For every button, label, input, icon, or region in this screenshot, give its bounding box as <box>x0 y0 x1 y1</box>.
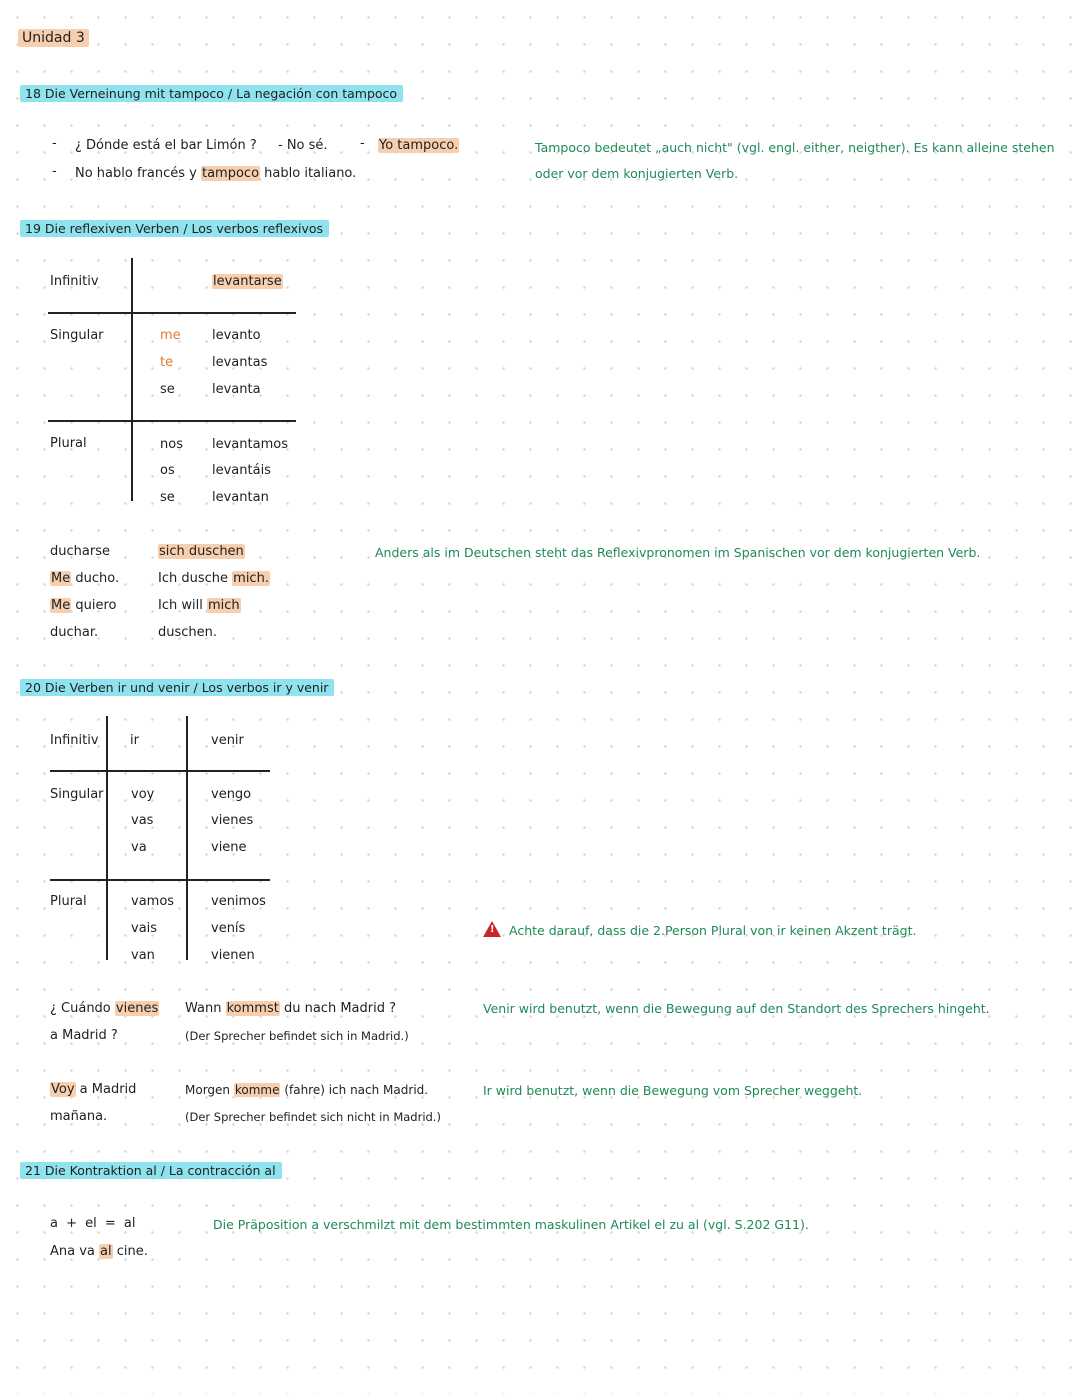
highlight-voy: Voy <box>51 1082 75 1097</box>
note-venir: Venir wird benutzt, wenn die Bewegung auf den Standort des Sprechers hingeht. <box>483 1001 990 1016</box>
row-label-infinitiv: Infinitiv <box>50 733 99 748</box>
section-19-title: 19 Die reflexiven Verben / Los verbos reflexivos <box>20 220 329 237</box>
example-text: a Madrid ? <box>50 1028 118 1043</box>
example-question: ¿ Dónde está el bar Limón ? <box>75 138 257 153</box>
text: ducho. <box>75 571 120 586</box>
highlight-komme: komme <box>234 1083 280 1097</box>
dash: - <box>52 136 57 151</box>
table-divider <box>106 716 108 960</box>
translation-remark: (Der Sprecher befindet sich nicht in Madrid.) <box>185 1110 441 1124</box>
highlight-me: Me <box>51 571 71 586</box>
section-21-title: 21 Die Kontraktion al / La contracción al <box>20 1162 282 1179</box>
row-label-infinitiv: Infinitiv <box>50 274 99 289</box>
text: quiero <box>75 598 117 613</box>
pronoun: os <box>160 463 175 478</box>
example-text: ducharse <box>50 544 110 559</box>
verb-form: levantas <box>212 355 268 370</box>
table-divider <box>48 420 296 422</box>
text: Morgen <box>185 1083 231 1097</box>
verb-form: levantamos <box>212 437 288 452</box>
pronoun: nos <box>160 437 183 452</box>
highlight-mich: mich. <box>233 571 269 586</box>
highlight-kommst: kommst <box>226 1001 279 1016</box>
note-tampoco-2: oder vor dem konjugierten Verb. <box>535 166 739 181</box>
example-text <box>50 1082 136 1097</box>
dash: - <box>52 164 57 179</box>
text: Ich will <box>158 598 203 613</box>
row-label-singular: Singular <box>50 787 104 802</box>
example-text: mañana. <box>50 1109 108 1124</box>
example-text <box>50 571 119 586</box>
row-label-plural: Plural <box>50 436 87 451</box>
row-label-singular: Singular <box>50 328 104 343</box>
venir-form: venimos <box>211 894 266 909</box>
table-divider <box>48 312 296 314</box>
note-tampoco-1: Tampoco bedeutet „auch nicht" (vgl. engl. either, neigther). Es kann alleine stehen <box>535 140 1055 155</box>
section-18-title: 18 Die Verneinung mit tampoco / La negación con tampoco <box>20 85 403 102</box>
text: a Madrid <box>79 1082 137 1097</box>
highlight-me: Me <box>51 598 71 613</box>
example-tampoco: Yo tampoco. <box>379 138 459 153</box>
text: cine. <box>116 1244 148 1259</box>
highlight-mich: mich <box>207 598 240 613</box>
verb-venir: venir <box>211 733 244 748</box>
ir-form: va <box>131 840 147 855</box>
table-divider <box>186 716 188 960</box>
example-answer: - No sé. <box>278 138 328 153</box>
venir-form: vengo <box>211 787 252 802</box>
section-20-title: 20 Die Verben ir und venir / Los verbos ir y venir <box>20 679 334 696</box>
note-contraction: Die Präposition a verschmilzt mit dem bestimmten maskulinen Artikel el zu al (vgl. S.202 G11). <box>213 1217 809 1232</box>
example-sentence <box>75 166 356 181</box>
warning-icon <box>483 921 501 937</box>
table-divider <box>50 770 270 772</box>
highlight-tampoco: tampoco <box>201 166 260 181</box>
ir-form: van <box>131 948 155 963</box>
note-reflexive: Anders als im Deutschen steht das Reflexivpronomen im Spanischen vor dem konjugierten Verb. <box>375 545 981 560</box>
translation-remark: (Der Sprecher befindet sich in Madrid.) <box>185 1029 409 1043</box>
translation <box>185 1001 396 1016</box>
row-label-plural: Plural <box>50 894 87 909</box>
pronoun: se <box>160 490 175 505</box>
example-text <box>50 1244 148 1259</box>
ir-form: vas <box>131 813 154 828</box>
translation: sich duschen <box>159 544 244 559</box>
text: ¿ Cuándo <box>50 1001 111 1016</box>
example-text <box>50 1001 159 1016</box>
verb-form: levanta <box>212 382 261 397</box>
example-text <box>50 598 116 613</box>
warning-note <box>483 919 916 938</box>
ir-form: vamos <box>131 894 175 909</box>
verb-form: levantáis <box>212 463 271 478</box>
venir-form: vienes <box>211 813 254 828</box>
text: No hablo francés y <box>75 166 197 181</box>
table-divider <box>131 258 133 501</box>
text: Achte darauf, dass die 2.Person Plural von ir keinen Akzent trägt. <box>509 923 917 938</box>
venir-form: viene <box>211 840 247 855</box>
pronoun: se <box>160 382 175 397</box>
translation <box>158 598 241 613</box>
dash: - <box>360 136 365 151</box>
venir-form: vienen <box>211 948 255 963</box>
ir-form: voy <box>131 787 155 802</box>
highlight-vienes: vienes <box>115 1001 159 1016</box>
verb-form: levantan <box>212 490 269 505</box>
text: (fahre) ich nach Madrid. <box>284 1083 429 1097</box>
ir-form: vais <box>131 921 158 936</box>
text: Ana va <box>50 1244 95 1259</box>
translation <box>185 1083 428 1097</box>
unit-title: Unidad 3 <box>18 29 89 47</box>
text: Ich dusche <box>158 571 229 586</box>
note-ir: Ir wird benutzt, wenn die Bewegung vom Sprecher weggeht. <box>483 1083 863 1098</box>
example-text: duchar. <box>50 625 99 640</box>
translation: duschen. <box>158 625 218 640</box>
pronoun: te <box>160 355 174 370</box>
venir-form: venís <box>211 921 246 936</box>
verb-form: levanto <box>212 328 261 343</box>
highlight-al: al <box>100 1244 112 1259</box>
infinitive-value: levantarse <box>213 274 282 289</box>
translation <box>158 571 270 586</box>
text: Wann <box>185 1001 222 1016</box>
verb-ir: ir <box>130 733 139 748</box>
pronoun: me <box>160 328 181 343</box>
text: du nach Madrid ? <box>283 1001 396 1016</box>
text: hablo italiano. <box>264 166 357 181</box>
contraction-rule: a + el = al <box>50 1216 136 1231</box>
table-divider <box>50 879 270 881</box>
